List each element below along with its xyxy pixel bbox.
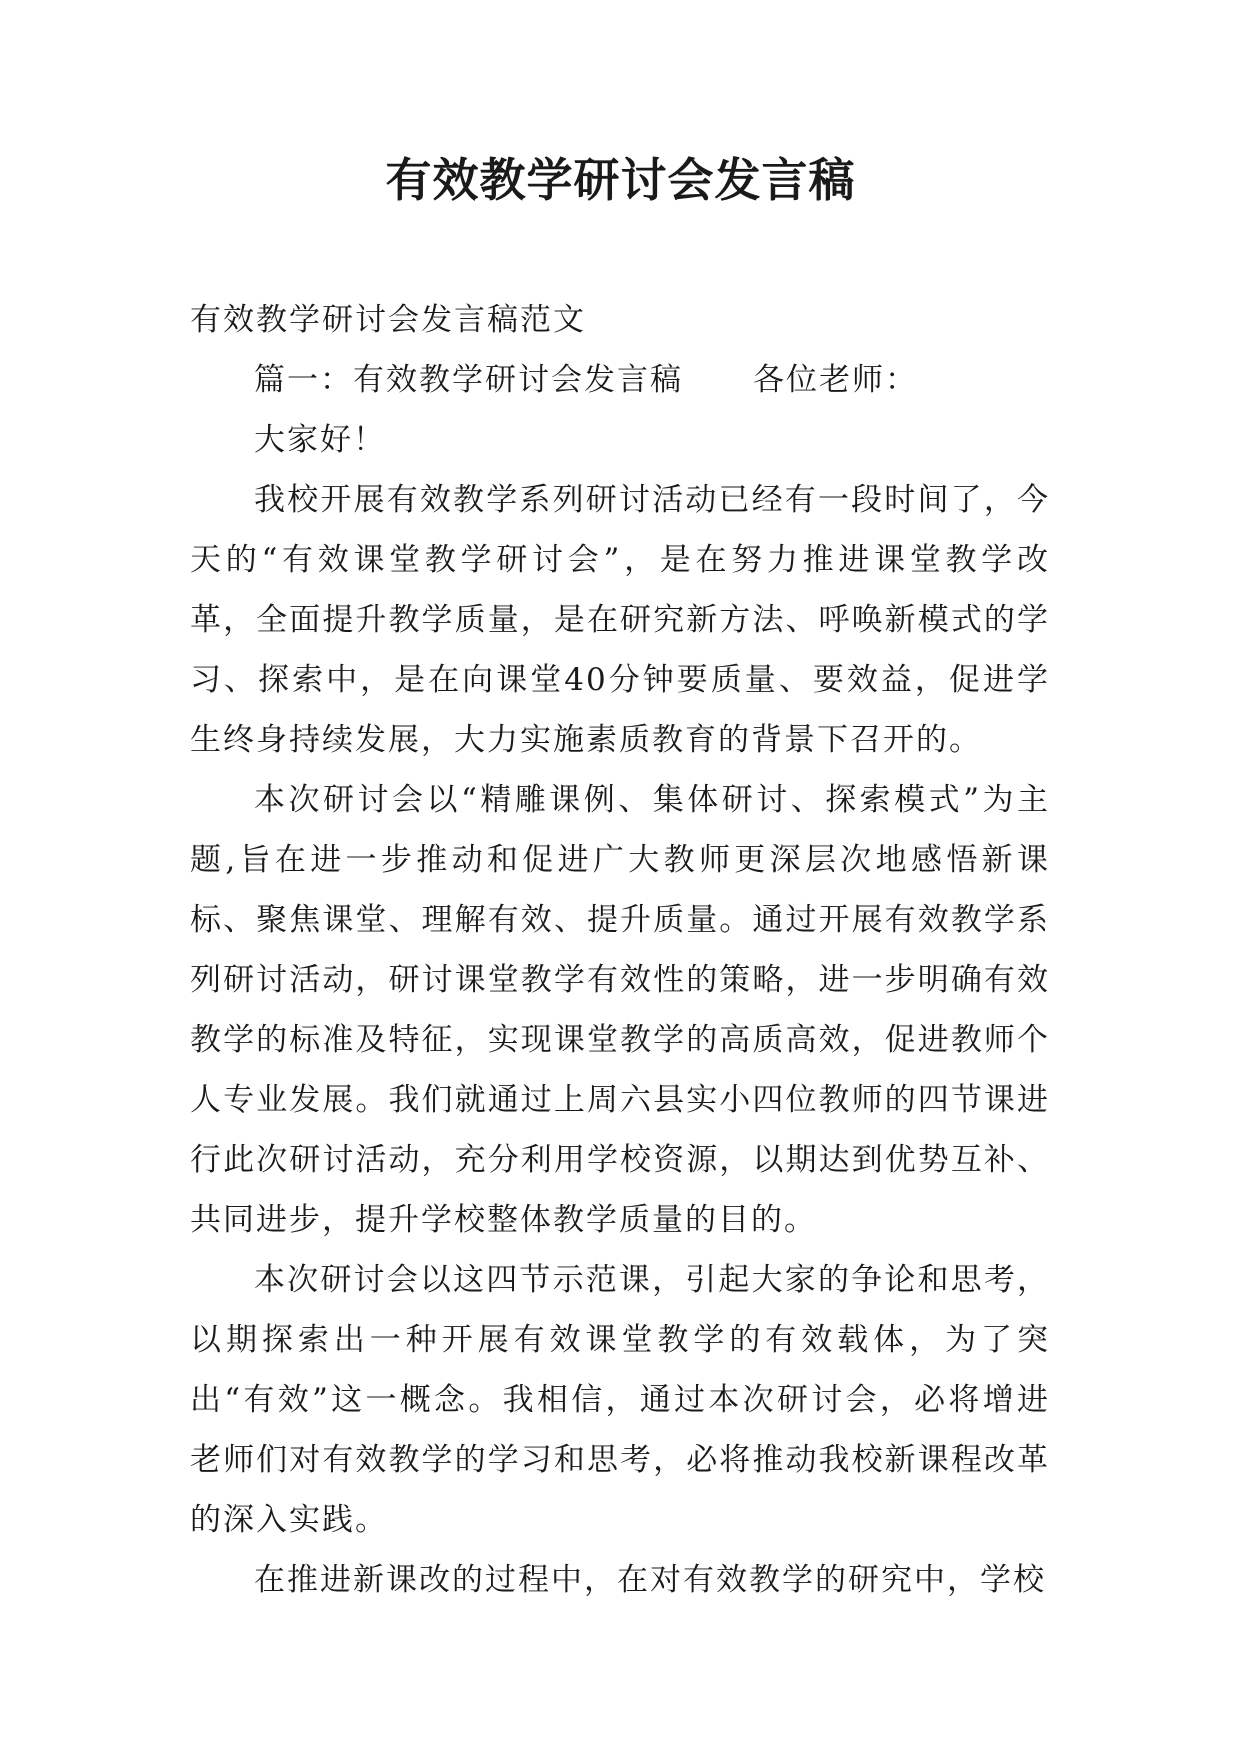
paragraph-3: 本次研讨会以这四节示范课，引起大家的争论和思考，以期探索出一种开展有效课堂教学的有效载体，为了突出“有效”这一概念。我相信，通过本次研讨会，必将增进老师们对有效教学的学习和思考，必将推动我校新课程改革的深入实践。 xyxy=(190,1262,1050,1538)
salutation: 各位老师： xyxy=(753,362,918,398)
document-title: 有效教学研讨会发言稿 xyxy=(385,153,856,207)
paragraph-4: 在推进新课改的过程中，在对有效教学的研究中，学校 xyxy=(254,1562,1046,1598)
paragraph-2: 本次研讨会以“精雕课例、集体研讨、探索模式”为主题,旨在进一步推动和促进广大教师更深层次地感悟新课标、聚焦课堂、理解有效、提升质量。通过开展有效教学系列研讨活动，研讨课堂教学有效性的策略，进一步明确有效教学的标准及特征，实现课堂教学的高质高效，促进教师个人专业发展。我们就通过上周六县实小四位教师的四节课进行此次研讨活动，充分利用学校资源，以期达到优势互补、共同进步，提升学校整体教学质量的目的。 xyxy=(190,782,1050,1238)
document-subtitle: 有效教学研讨会发言稿范文 xyxy=(190,302,586,338)
paragraph-1: 我校开展有效教学系列研讨活动已经有一段时间了，今天的“有效课堂教学研讨会”，是在努力推进课堂教学改革，全面提升教学质量，是在研究新方法、呼唤新模式的学习、探索中，是在向课堂40分钟要质量、要效益，促进学生终身持续发展，大力实施素质教育的背景下召开的。 xyxy=(190,482,1050,758)
greeting: 大家好！ xyxy=(254,422,386,458)
section-title: 篇一：有效教学研讨会发言稿 xyxy=(254,362,683,398)
document-body xyxy=(190,290,1050,1610)
section-heading-line xyxy=(190,350,1050,410)
